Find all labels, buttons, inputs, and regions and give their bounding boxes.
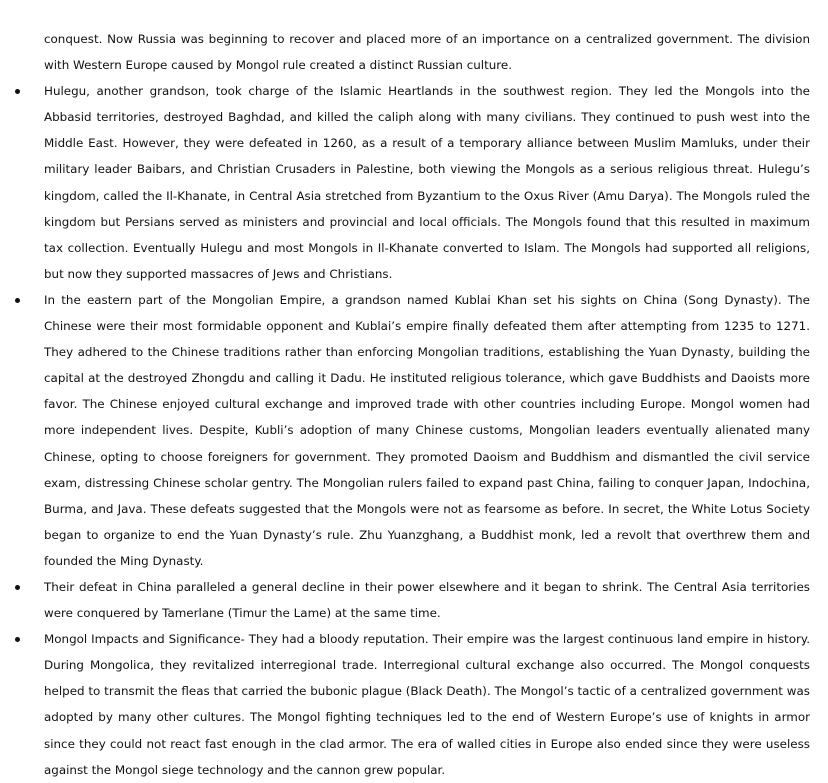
continuation-paragraph: conquest. Now Russia was beginning to recover and placed more of an importance on a centralized government. The division with Western Europe caused by Mongol rule created a distinct Russian culture. — [44, 32, 810, 73]
bullet-text: Mongol Impacts and Significance- They had a bloody reputation. Their empire was the largest continuous land empire in history. During Mongolica, they revitalized interregional trade. Interregional cultural exchange also occurred. The Mongol conquests helped to transmit the fleas that carried the bubonic plague (Black Death). The Mongol’s tactic of a centralized government was adopted by many other cultures. The Mongol fighting techniques led to the end of Western Europe’s use of knights in armor since they could not react fast enough in the clad armor. The era of walled cities in Europe also ended since they were useless against the Mongol siege technology and the cannon grew popular. — [44, 632, 810, 777]
bullet-item-kublai-khan — [44, 287, 810, 574]
bullet-list — [44, 78, 810, 783]
bullet-item-impacts — [44, 626, 810, 783]
bullet-item-hulegu — [44, 78, 810, 287]
bullet-dot-icon — [15, 637, 20, 642]
bullet-text: Hulegu, another grandson, took charge of the Islamic Heartlands in the southwest region. They led the Mongols into the Abbasid territories, destroyed Baghdad, and killed the caliph along with many civilians. They continued to push west into the Middle East. However, they were defeated in 1260, as a result of a temporary alliance between Muslim Mamluks, under their military leader Baibars, and Christian Crusaders in Palestine, both viewing the Mongols as a serious religious threat. Hulegu’s kingdom, called the Il-Khanate, in Central Asia stretched from Byzantium to the Oxus River (Amu Darya). The Mongols ruled the kingdom but Persians served as ministers and provincial and local officials. The Mongols found that this resulted in maximum tax collection. Eventually Hulegu and most Mongols in Il-Khanate converted to Islam. The Mongols had supported all religions, but now they supported massacres of Jews and Christians. — [44, 84, 810, 281]
bullet-item-decline — [44, 574, 810, 626]
bullet-text: Their defeat in China paralleled a general decline in their power elsewhere and it began to shrink. The Central Asia territories were conquered by Tamerlane (Timur the Lame) at the same time. — [44, 579, 810, 621]
bullet-text: In the eastern part of the Mongolian Empire, a grandson named Kublai Khan set his sights on China (Song Dynasty). The Chinese were their most formidable opponent and Kublai’s empire finally defeated them after attempting from 1235 to 1271. They adhered to the Chinese traditions rather than enforcing Mongolian traditions, establishing the Yuan Dynasty, building the capital at the destroyed Zhongdu and calling it Dadu. He instituted religious tolerance, which gave Buddhists and Daoists more favor. The Chinese enjoyed cultural exchange and improved trade with other countries including Europe. Mongol women had more independent lives. Despite, Kubli’s adoption of many Chinese customs, Mongolian leaders eventually alienated many Chinese, opting to choose foreigners for government. They promoted Daoism and Buddhism and dismantled the civil service exam, distressing Chinese scholar gentry. The Mongolian rulers failed to expand past China, failing to conquer Japan, Indochina, Burma, and Java. These defeats suggested that the Mongols were not as fearsome as before. In secret, the White Lotus Society began to organize to end the Yuan Dynasty’s rule. Zhu Yuanzghang, a Buddhist monk, led a revolt that overthrew them and founded the Ming Dynasty. — [44, 292, 810, 568]
bullet-dot-icon — [15, 298, 20, 303]
bullet-dot-icon — [15, 89, 20, 94]
bullet-dot-icon — [15, 585, 20, 590]
